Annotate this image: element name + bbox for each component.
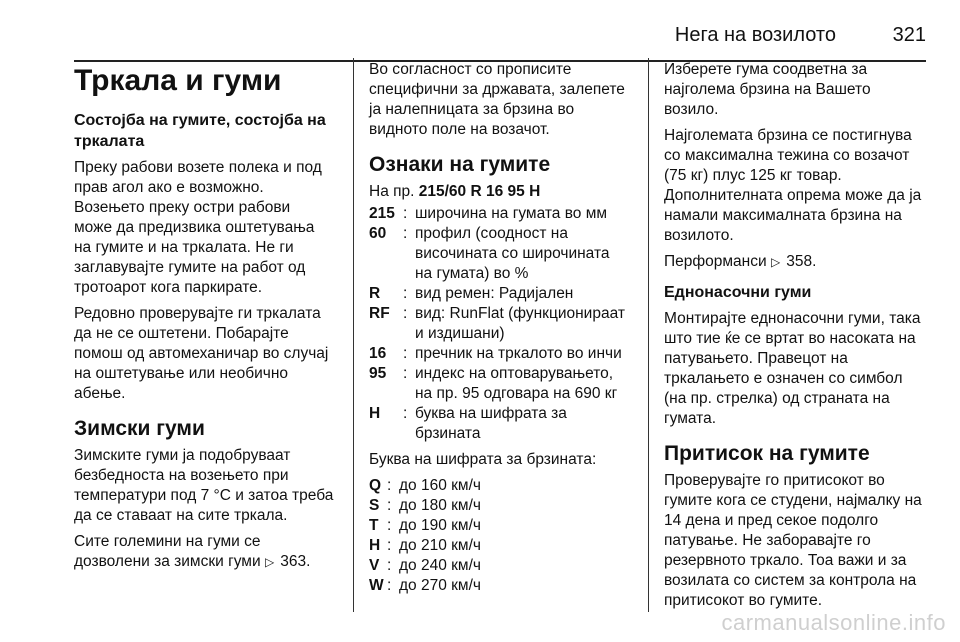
text-line: заглавувајте гумите на работ од — [74, 259, 306, 276]
code-key: 16 — [369, 345, 387, 362]
paragraph — [664, 309, 934, 429]
code-description — [415, 364, 625, 404]
text-line: да не се оштетени. Побарајте — [74, 325, 289, 342]
text-line: прав агол ако е возможно. — [74, 179, 264, 196]
table-row — [369, 476, 481, 496]
text-line: Проверувајте го притисокот во — [664, 472, 885, 489]
page-reference[interactable]: 358. — [786, 253, 817, 270]
code-description: до 240 км/ч — [399, 557, 481, 574]
code-key: RF — [369, 305, 390, 322]
text-line: (на пр. стрелка) од страната на — [664, 390, 890, 407]
heading-tire-markings: Ознаки на гумите — [369, 153, 551, 176]
code-description: до 160 км/ч — [399, 477, 481, 494]
separator: : — [387, 577, 392, 594]
text-line: помош од автомеханичар во случај — [74, 345, 329, 362]
paragraph — [74, 304, 342, 404]
text-line: резервното тркало. Тоа важи и за — [664, 552, 907, 569]
table-row — [369, 516, 481, 536]
paragraph — [369, 60, 637, 140]
text-line: притисокот во гумите. — [664, 592, 822, 609]
column-3 — [664, 58, 934, 617]
page-reference-icon: ▷ — [770, 255, 781, 269]
heading-condition — [74, 110, 342, 152]
text-line: профил (соодност на — [415, 225, 568, 242]
heading-winter-tires: Зимски гуми — [74, 417, 205, 440]
text-line: (75 кг) плус 125 кг товар. — [664, 167, 842, 184]
separator: : — [403, 205, 408, 222]
text-line: Изберете гума соодветна за — [664, 61, 868, 78]
paragraph — [664, 60, 934, 120]
table-row — [369, 344, 625, 364]
text-line: Најголемата брзина се постигнува — [664, 127, 912, 144]
text-line: Редовно проверувајте ги тркалата — [74, 305, 321, 322]
text-line: намали максималната брзина на — [664, 207, 902, 224]
text-line: Сите големини на гуми се — [74, 533, 261, 550]
table-row — [369, 284, 625, 304]
code-key: W — [369, 577, 384, 594]
example-code: 215/60 R 16 95 H — [418, 183, 541, 200]
page-reference[interactable]: 363. — [280, 553, 311, 570]
code-key: V — [369, 557, 380, 574]
text-line: Монтирајте еднонасочни гуми, така — [664, 310, 921, 327]
code-description — [415, 304, 625, 344]
table-row — [369, 404, 625, 444]
text-line: височината со широчината — [415, 245, 610, 262]
text-line: температури под 7 °C и затоа треба — [74, 487, 334, 504]
text-line: и издишани) — [415, 325, 505, 342]
table-row — [369, 224, 625, 284]
code-key: 60 — [369, 225, 387, 242]
column-1 — [74, 58, 342, 578]
text-line: на оштетување или необично — [74, 365, 289, 382]
text-line: Зимските гуми ја подобруваат — [74, 447, 291, 464]
paragraph — [74, 158, 342, 298]
text-line: на гумите и на тркалата. Не ги — [74, 239, 294, 256]
text-line: тротоарот кога паркирате. — [74, 279, 263, 296]
text-line: патување. Не заборавајте го — [664, 532, 871, 549]
text-fragment: Перформанси — [664, 253, 767, 270]
text-line: на пр. 95 одговара на 690 кг — [415, 385, 618, 402]
page-reference-icon: ▷ — [264, 555, 275, 569]
text-line: буква на шифрата за — [415, 405, 567, 422]
table-row — [369, 496, 481, 516]
text-line: Во согласност со прописите — [369, 61, 572, 78]
text-line: широчина на гумата во мм — [415, 205, 608, 222]
example-line — [369, 182, 637, 202]
separator: : — [403, 225, 408, 242]
code-key: H — [369, 537, 381, 554]
text-line: Преку рабови возете полека и под — [74, 159, 322, 176]
text-line: пречник на тркалото во инчи — [415, 345, 622, 362]
text-line: со максимална тежина со возачот — [664, 147, 910, 164]
code-description — [415, 224, 625, 284]
code-description: до 210 км/ч — [399, 537, 481, 554]
page-number: 321 — [892, 24, 926, 46]
watermark: carmanualsonline.info — [721, 610, 946, 635]
text-line: гумите кога се студени, најмалку на — [664, 492, 922, 509]
text-line: специфични за државата, залепете — [369, 81, 625, 98]
code-key: T — [369, 517, 379, 534]
code-description — [415, 404, 625, 444]
separator: : — [403, 365, 408, 382]
text-line: возило. — [664, 101, 719, 118]
code-key: S — [369, 497, 380, 514]
text-line: ја налепницата за брзина во — [369, 101, 575, 118]
text-line: најголема брзина на Вашето — [664, 81, 871, 98]
text-line: возилата со систем за контрола на — [664, 572, 917, 589]
code-key: H — [369, 405, 381, 422]
text-line: брзината — [415, 425, 481, 442]
separator: : — [387, 537, 392, 554]
text-line: гумата. — [664, 410, 717, 427]
separator: : — [403, 345, 408, 362]
column-2 — [369, 58, 637, 602]
speed-intro: Буква на шифрата за брзината: — [369, 451, 597, 468]
separator: : — [387, 517, 392, 534]
column-divider — [353, 58, 354, 612]
heading-directional-tires: Еднонасочни гуми — [664, 284, 812, 301]
text-line: на гумата) во % — [415, 265, 529, 282]
heading-tire-pressure: Притисок на гумите — [664, 442, 870, 465]
table-row — [369, 304, 625, 344]
speed-code-table — [369, 476, 481, 596]
code-key: Q — [369, 477, 382, 494]
text-line: што тие ќе се вртат во насоката на — [664, 330, 916, 347]
table-row — [369, 364, 625, 404]
text-line: вид ремен: Радијален — [415, 285, 574, 302]
separator: : — [403, 305, 408, 322]
paragraph — [664, 252, 934, 272]
separator: : — [387, 477, 392, 494]
code-key: 215 — [369, 205, 395, 222]
table-row — [369, 556, 481, 576]
paragraph — [74, 532, 342, 572]
text-line: да се ставаат на сите тркала. — [74, 507, 288, 524]
separator: : — [403, 285, 408, 302]
paragraph — [74, 446, 342, 526]
separator: : — [387, 557, 392, 574]
text-line: видното поле на возачот. — [369, 121, 550, 138]
text-line: тркалањето е означен со симбол — [664, 370, 903, 387]
code-key: R — [369, 285, 381, 302]
text-line: може да предизвика оштетувања — [74, 219, 315, 236]
text-line: Возењето преку остри рабови — [74, 199, 291, 216]
code-description — [415, 344, 625, 364]
chapter-title: Тркала и гуми — [74, 64, 282, 97]
heading-line: Состојба на гумите, состојба на — [74, 112, 326, 129]
text-line: индекс на оптоварувањето, — [415, 365, 614, 382]
separator: : — [387, 497, 392, 514]
code-description: до 180 км/ч — [399, 497, 481, 514]
text-line: безбедноста на возењето при — [74, 467, 289, 484]
page-header — [74, 18, 926, 62]
text-line — [74, 552, 342, 572]
heading-line: тркалата — [74, 133, 145, 150]
paragraph — [664, 126, 934, 246]
column-divider — [648, 58, 649, 612]
table-row — [369, 204, 625, 224]
separator: : — [403, 405, 408, 422]
text-line: возилото. — [664, 227, 734, 244]
text-line: Дополнителната опрема може да ја — [664, 187, 922, 204]
tire-code-table — [369, 204, 625, 444]
text-line: абење. — [74, 385, 126, 402]
code-description: до 190 км/ч — [399, 517, 481, 534]
code-key: 95 — [369, 365, 387, 382]
text-line: вид: RunFlat (функционираат — [415, 305, 625, 322]
code-description: до 270 км/ч — [399, 577, 481, 594]
table-row — [369, 576, 481, 596]
section-title: Нега на возилото — [674, 24, 836, 46]
table-row — [369, 536, 481, 556]
paragraph — [664, 471, 934, 611]
code-description — [415, 284, 625, 304]
code-description — [415, 204, 625, 224]
text-line: патувањето. Правецот на — [664, 350, 848, 367]
text-fragment: дозволени за зимски гуми — [74, 553, 261, 570]
example-prefix: На пр. — [369, 183, 415, 200]
text-line: 14 дена и пред секое подолго — [664, 512, 879, 529]
